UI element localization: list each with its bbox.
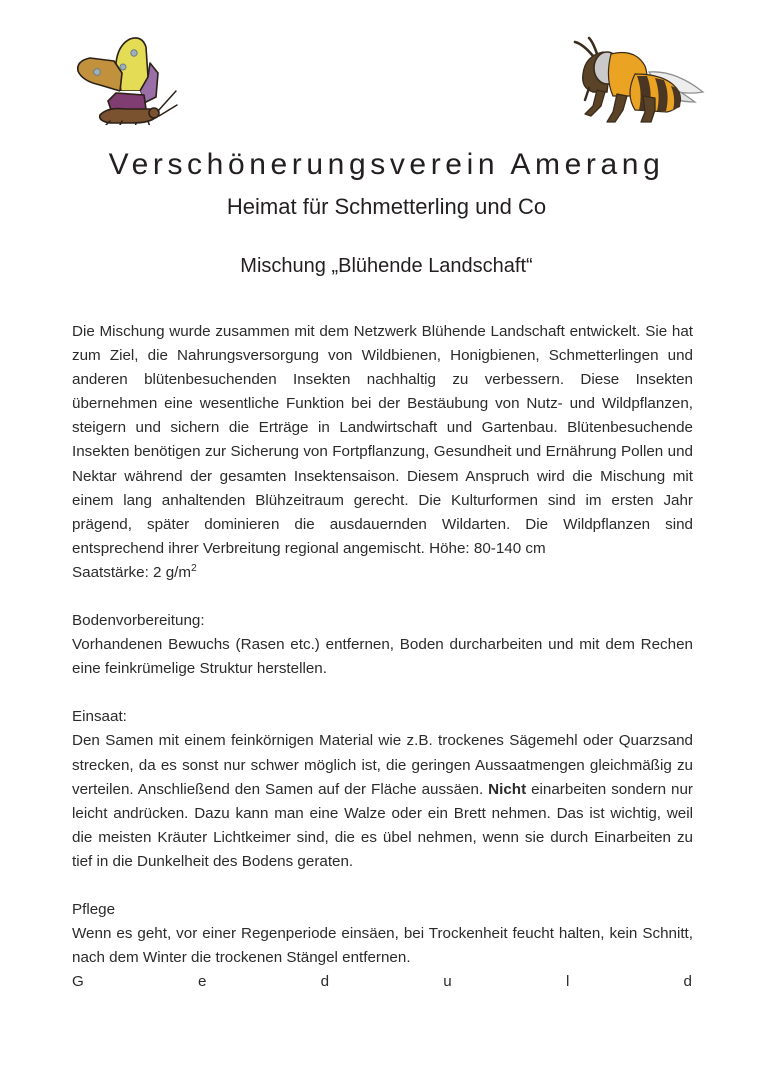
- mixture-title: Mischung „Blühende Landschaft“: [240, 255, 533, 277]
- sowing-emphasis: Nicht: [488, 780, 527, 798]
- bee-illustration: [563, 30, 713, 125]
- sowing-heading: Einsaat:: [72, 708, 127, 726]
- intro-paragraph: Die Mischung wurde zusammen mit dem Netzwerk Blühende Landschaft entwickelt. Sie hat zum Ziel, die Nahrungsversorgung von Wildbienen, Honigbienen, Schmetterlingen und anderen blütenbesuchenden Insekten nachhaltig zu verbessern. Diese Insekten übernehmen eine wesentliche Funktion bei der Bestäubung von Nutz- und Wildpflanzen, steigern und sichern die Erträge in Landwirtschaft und Gartenbau. Blütenbesuchende Insekten benötigen zur Sicherung von Fortpflanzung, Gesundheit und Ernährung Pollen und Nektar während der gesamten Insektensaison. Diesem Anspruch wird die Mischung mit einem lang anhaltenden Blühzeitraum gerecht. Die Kulturformen sind im ersten Jahr prägend, später dominieren die ausdauernden Wildarten. Die Wildpflanzen sind entsprechend ihrer Verbreitung regional angemischt. Höhe: 80-140 cm: [72, 323, 693, 557]
- sowing-text: [72, 729, 693, 874]
- closing-word-letter: e: [198, 973, 208, 991]
- spacer: [72, 585, 693, 609]
- closing-word-letter: G: [72, 973, 85, 991]
- document-body: [72, 320, 693, 994]
- closing-word-letter: u: [443, 973, 453, 991]
- closing-word-letter: d: [320, 973, 331, 991]
- butterfly-illustration: [66, 33, 178, 125]
- seed-rate-line: [72, 561, 693, 585]
- page-subtitle: Heimat für Schmetterling und Co: [226, 194, 547, 219]
- seed-rate-exponent: 2: [191, 562, 197, 574]
- closing-word-letter: d: [683, 973, 693, 991]
- spacer: [72, 874, 693, 898]
- care-text: Wenn es geht, vor einer Regenperiode einsäen, bei Trockenheit feucht halten, kein Schnitt, nach dem Winter die trockenen Stängel entfernen.: [72, 925, 693, 967]
- closing-word-letter: l: [565, 973, 571, 991]
- seed-rate-label: Saatstärke: 2 g/m: [72, 563, 192, 581]
- sowing-text-part2: einarbeiten sondern nur leicht andrücken. Dazu kann man eine Walze oder ein Brett nehmen. Das ist wichtig, weil die meisten Kräuter Lichtkeimer sind, die es übel nehmen, wenn sie durch Einarbeiten zu tief in die Dunkelheit des Bodens geraten.: [72, 780, 693, 870]
- soil-preparation-text: Vorhandenen Bewuchs (Rasen etc.) entfernen, Boden durcharbeiten und mit dem Rechen eine feinkrümelige Struktur herstellen.: [72, 636, 693, 678]
- sowing-text-part1: Den Samen mit einem feinkörnigen Material wie z.B. trockenes Sägemehl oder Quarzsand strecken, da es sonst nur schwer möglich ist, die geringen Aussaatmengen gleichmäßig zu verteilen. Anschließend den Samen auf der Fläche aussäen.: [72, 732, 693, 798]
- page-title: Verschönerungsverein Amerang: [108, 148, 665, 181]
- soil-preparation-heading: Bodenvorbereitung:: [72, 612, 205, 630]
- spacer: [72, 681, 693, 705]
- care-heading: Pflege: [72, 900, 116, 918]
- closing-word: [72, 970, 693, 994]
